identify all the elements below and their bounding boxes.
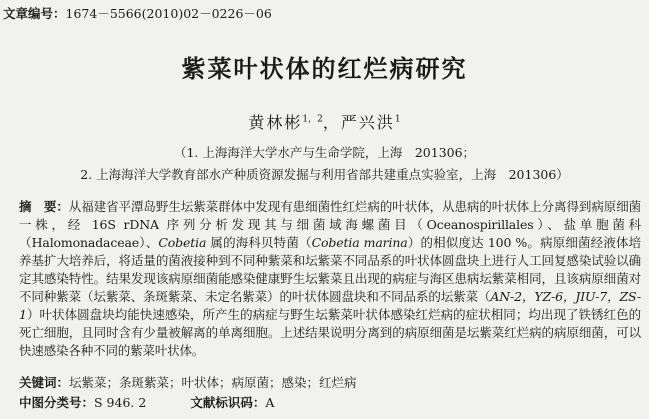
affiliation-2: 2. 上海海洋大学教育部水产种质资源发掘与利用省部共建重点实验室，上海 201306）	[80, 167, 569, 182]
author-name: 严兴洪	[340, 113, 395, 132]
abstract-label: 摘 要：	[19, 199, 69, 214]
article-number	[3, 4, 272, 22]
paper-title: 紫菜叶状体的红烂病研究	[181, 55, 468, 83]
keywords	[19, 373, 357, 391]
strain-list: AN-2，YZ-6，JIU-7，ZS-1	[19, 289, 641, 322]
abstract-text: ）叶状体圆盘块均能快速感染，所产生的病症与野生坛紫菜叶状体感染红烂病的症状相同；均出现了铁锈红色的死亡细胞，且同时含有少量被解离的单离细胞。上述结果说明分离到的病原细菌是坛紫菜红烂病的病原细菌，可以快速感染各种不同的紫菜叶状体。	[19, 307, 641, 358]
keywords-value: 坛紫菜；条斑紫菜；叶状体；病原菌；感染；红烂病	[69, 375, 357, 390]
author-separator: ，	[322, 113, 341, 132]
doc-code-label: 文献标识码：	[190, 395, 266, 410]
affiliation-1: （1. 上海海洋大学水产与生命学院，上海 201306；	[173, 145, 476, 160]
clc-value: S 946. 2	[94, 395, 147, 410]
author-affiliation-marker: 1	[394, 114, 401, 125]
abstract-text: 属的海科贝特菌（	[206, 235, 312, 250]
article-number-label: 文章编号：	[3, 6, 66, 21]
author-affiliation-marker: 1，2	[302, 114, 323, 125]
classification-line	[19, 393, 274, 411]
abstract	[19, 198, 641, 360]
clc-label: 中图分类号：	[19, 395, 95, 410]
keywords-label: 关键词：	[19, 375, 70, 390]
abstract-text: ）的相似度达 100 %。病原细菌经液体培养基扩大培养后，将适量的菌液接种到不同种紫菜和坛紫菜不同品系的叶状体圆盘块上进行人工回复感染试验以确定其感染特性。结果发现该病原细菌能感染健康野生坛紫菜且出现的病症与海区患病坛紫菜相同，且该病原细菌对不同种紫菜（坛紫菜、条斑紫菜、未定名紫菜）的叶状体圆盘块和不同品系的坛紫菜（	[19, 235, 641, 304]
article-number-value: 1674－5566(2010)02－0226－06	[65, 6, 272, 21]
doc-code-value: A	[265, 395, 275, 410]
author-line	[0, 110, 649, 133]
species-name: Cobetia marina	[311, 235, 408, 250]
author-name: 黄林彬	[248, 113, 303, 132]
genus-name: Cobetia	[158, 235, 207, 250]
abstract-text: 从福建省平潭岛野生坛紫菜群体中发现有患细菌性红烂病的叶状体，从患病的叶状体上分离得到病原细菌一株，经 16S rDNA 序列分析发现其与细菌域海螺菌目（Oceanospirillales）、盐单胞菌科（Halomonadaceae）、	[19, 199, 642, 250]
